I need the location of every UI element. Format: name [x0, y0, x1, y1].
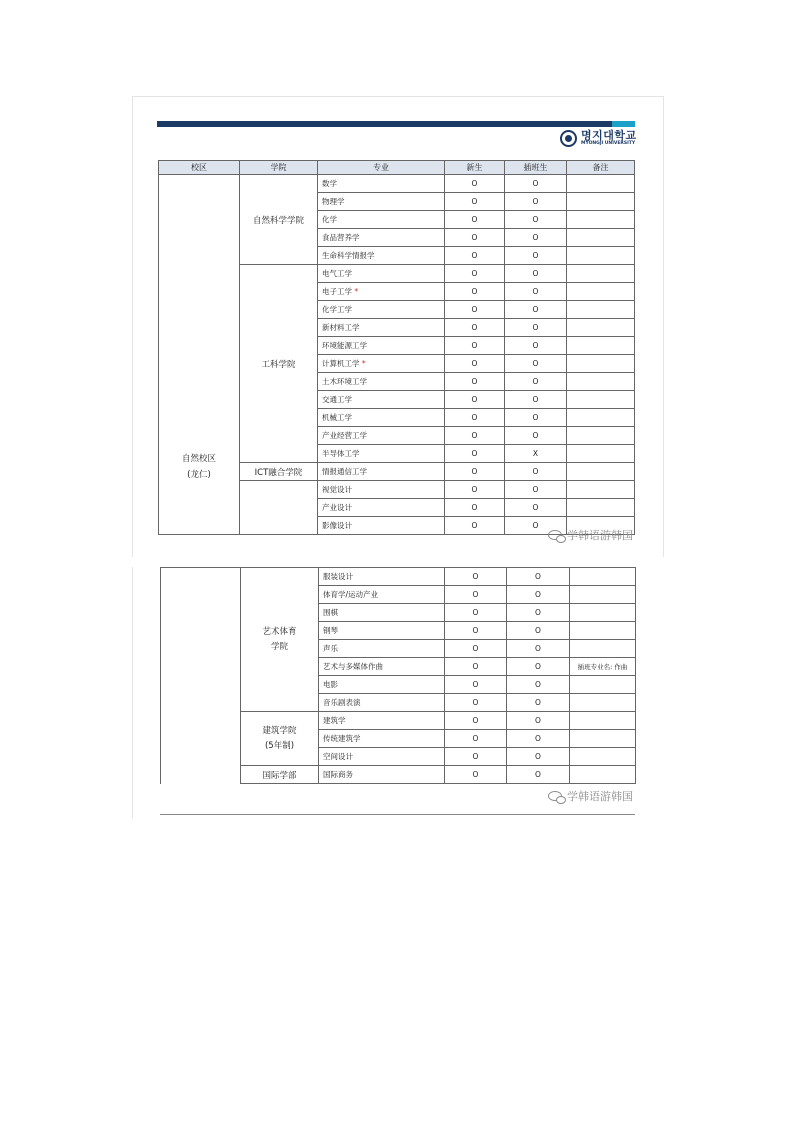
note-cell [567, 373, 635, 391]
note-cell [567, 499, 635, 517]
header-freshman: 新生 [445, 161, 505, 175]
major-cell: 视觉设计 [318, 481, 445, 499]
major-cell: 新材料工学 [318, 319, 445, 337]
transfer-cell: O [505, 319, 567, 337]
major-name: 电子工学 [322, 287, 352, 296]
freshman-cell: O [445, 463, 505, 481]
college-arts-upper [240, 481, 318, 535]
note-cell [570, 622, 636, 640]
transfer-cell: X [505, 445, 567, 463]
transfer-cell: O [507, 640, 570, 658]
major-cell: 电影 [319, 676, 445, 694]
note-cell: 插班专业名: 作曲 [570, 658, 636, 676]
freshman-cell: O [445, 568, 507, 586]
major-cell: 音乐剧表演 [319, 694, 445, 712]
star-mark: * [361, 359, 366, 368]
transfer-cell: O [505, 499, 567, 517]
transfer-cell: O [505, 175, 567, 193]
major-cell: 机械工学 [318, 409, 445, 427]
transfer-cell: O [505, 301, 567, 319]
transfer-cell: O [505, 265, 567, 283]
freshman-cell: O [445, 193, 505, 211]
major-cell: 体育学/运动产业 [319, 586, 445, 604]
table-row [161, 568, 636, 586]
major-cell: 生命科学情报学 [318, 247, 445, 265]
college-international: 国际学部 [241, 766, 319, 784]
freshman-cell: O [445, 283, 505, 301]
transfer-cell: O [505, 337, 567, 355]
page-break-gap [130, 557, 670, 567]
transfer-cell: O [507, 748, 570, 766]
major-cell [318, 283, 445, 301]
note-cell [567, 445, 635, 463]
header-campus: 校区 [159, 161, 240, 175]
transfer-cell: O [507, 730, 570, 748]
watermark-lower [548, 788, 633, 804]
transfer-cell: O [507, 604, 570, 622]
major-cell: 声乐 [319, 640, 445, 658]
freshman-cell: O [445, 445, 505, 463]
header-transfer: 插班生 [505, 161, 567, 175]
note-cell [570, 568, 636, 586]
major-cell: 产业设计 [318, 499, 445, 517]
freshman-cell: O [445, 730, 507, 748]
freshman-cell: O [445, 175, 505, 193]
note-cell [567, 283, 635, 301]
campus-cell-continued [161, 568, 241, 784]
major-cell: 化学 [318, 211, 445, 229]
majors-table-lower [160, 567, 636, 784]
watermark-upper [548, 527, 633, 543]
college-ict: ICT融合学院 [240, 463, 318, 481]
note-cell [570, 604, 636, 622]
freshman-cell: O [445, 319, 505, 337]
campus-sub: (龙仁) [187, 470, 211, 480]
major-cell: 情报通信工学 [318, 463, 445, 481]
star-mark: * [354, 287, 359, 296]
freshman-cell: O [445, 676, 507, 694]
transfer-cell: O [505, 355, 567, 373]
header-major: 专业 [318, 161, 445, 175]
freshman-cell: O [445, 265, 505, 283]
major-cell: 钢琴 [319, 622, 445, 640]
note-cell [567, 211, 635, 229]
college-natural-science: 自然科学学院 [240, 175, 318, 265]
freshman-cell: O [445, 604, 507, 622]
major-cell: 数学 [318, 175, 445, 193]
note-cell [567, 463, 635, 481]
table-header-row [159, 161, 635, 175]
major-cell: 环境能源工学 [318, 337, 445, 355]
major-cell [318, 355, 445, 373]
note-cell [570, 676, 636, 694]
major-cell: 电气工学 [318, 265, 445, 283]
major-cell: 土木环境工学 [318, 373, 445, 391]
note-cell [567, 355, 635, 373]
freshman-cell: O [445, 748, 507, 766]
majors-table-upper [158, 160, 635, 535]
freshman-cell: O [445, 586, 507, 604]
freshman-cell: O [445, 766, 507, 784]
major-cell: 产业经营工学 [318, 427, 445, 445]
watermark-text: 学韩语游韩国 [567, 790, 633, 803]
freshman-cell: O [445, 409, 505, 427]
logo-english: MYONGJI UNIVERSITY [581, 140, 636, 146]
table-row [159, 175, 635, 193]
university-logo [560, 127, 637, 149]
note-cell [570, 730, 636, 748]
transfer-cell: O [507, 658, 570, 676]
note-cell [567, 229, 635, 247]
transfer-cell: O [505, 481, 567, 499]
note-cell [567, 319, 635, 337]
major-cell: 艺术与多媒体作曲 [319, 658, 445, 676]
transfer-cell: O [505, 427, 567, 445]
freshman-cell: O [445, 229, 505, 247]
note-cell [567, 175, 635, 193]
transfer-cell: O [505, 373, 567, 391]
transfer-cell: O [505, 193, 567, 211]
major-cell: 传统建筑学 [319, 730, 445, 748]
transfer-cell: O [505, 211, 567, 229]
transfer-cell: O [507, 586, 570, 604]
major-cell: 围棋 [319, 604, 445, 622]
freshman-cell: O [445, 373, 505, 391]
note-cell [567, 193, 635, 211]
transfer-cell: O [505, 409, 567, 427]
note-cell [567, 427, 635, 445]
transfer-cell: O [507, 766, 570, 784]
freshman-cell: O [445, 481, 505, 499]
note-cell [567, 301, 635, 319]
major-cell: 交通工学 [318, 391, 445, 409]
freshman-cell: O [445, 427, 505, 445]
transfer-cell: O [505, 247, 567, 265]
transfer-cell: O [505, 517, 567, 535]
freshman-cell: O [445, 517, 505, 535]
logo-korean: 명지대학교 [581, 128, 637, 142]
college-architecture: 建筑学院 (5年制) [241, 712, 319, 766]
major-cell: 国际商务 [319, 766, 445, 784]
table-bottom-rule [160, 814, 635, 815]
freshman-cell: O [445, 712, 507, 730]
major-cell: 影像设计 [318, 517, 445, 535]
major-name: 计算机工学 [322, 359, 360, 368]
college-engineering: 工科学院 [240, 265, 318, 463]
note-cell [570, 694, 636, 712]
freshman-cell: O [445, 211, 505, 229]
major-cell: 食品营养学 [318, 229, 445, 247]
freshman-cell: O [445, 499, 505, 517]
note-cell [570, 766, 636, 784]
college-arts-sports: 艺术体育 学院 [241, 568, 319, 712]
major-cell: 半导体工学 [318, 445, 445, 463]
note-cell [570, 640, 636, 658]
note-cell [570, 712, 636, 730]
major-cell: 空间设计 [319, 748, 445, 766]
note-cell [567, 481, 635, 499]
freshman-cell: O [445, 640, 507, 658]
freshman-cell: O [445, 355, 505, 373]
note-cell [567, 337, 635, 355]
freshman-cell: O [445, 622, 507, 640]
transfer-cell: O [507, 676, 570, 694]
major-cell: 化学工学 [318, 301, 445, 319]
transfer-cell: O [505, 463, 567, 481]
freshman-cell: O [445, 337, 505, 355]
transfer-cell: O [507, 694, 570, 712]
note-cell [567, 409, 635, 427]
note-cell [567, 265, 635, 283]
freshman-cell: O [445, 301, 505, 319]
freshman-cell: O [445, 391, 505, 409]
header-college: 学院 [240, 161, 318, 175]
university-seal-icon [560, 130, 577, 147]
note-cell [567, 391, 635, 409]
wechat-icon [548, 791, 562, 801]
transfer-cell: O [505, 283, 567, 301]
major-cell: 服装设计 [319, 568, 445, 586]
freshman-cell: O [445, 247, 505, 265]
transfer-cell: O [505, 229, 567, 247]
wechat-icon [548, 530, 562, 540]
watermark-text: 学韩语游韩国 [567, 529, 633, 542]
transfer-cell: O [507, 712, 570, 730]
major-cell: 物理学 [318, 193, 445, 211]
freshman-cell: O [445, 658, 507, 676]
freshman-cell: O [445, 694, 507, 712]
header-note: 备注 [567, 161, 635, 175]
note-cell [570, 748, 636, 766]
transfer-cell: O [505, 391, 567, 409]
transfer-cell: O [507, 568, 570, 586]
campus-cell [159, 175, 240, 535]
note-cell [567, 247, 635, 265]
major-cell: 建筑学 [319, 712, 445, 730]
transfer-cell: O [507, 622, 570, 640]
note-cell [570, 586, 636, 604]
campus-name: 自然校区 [181, 454, 216, 464]
